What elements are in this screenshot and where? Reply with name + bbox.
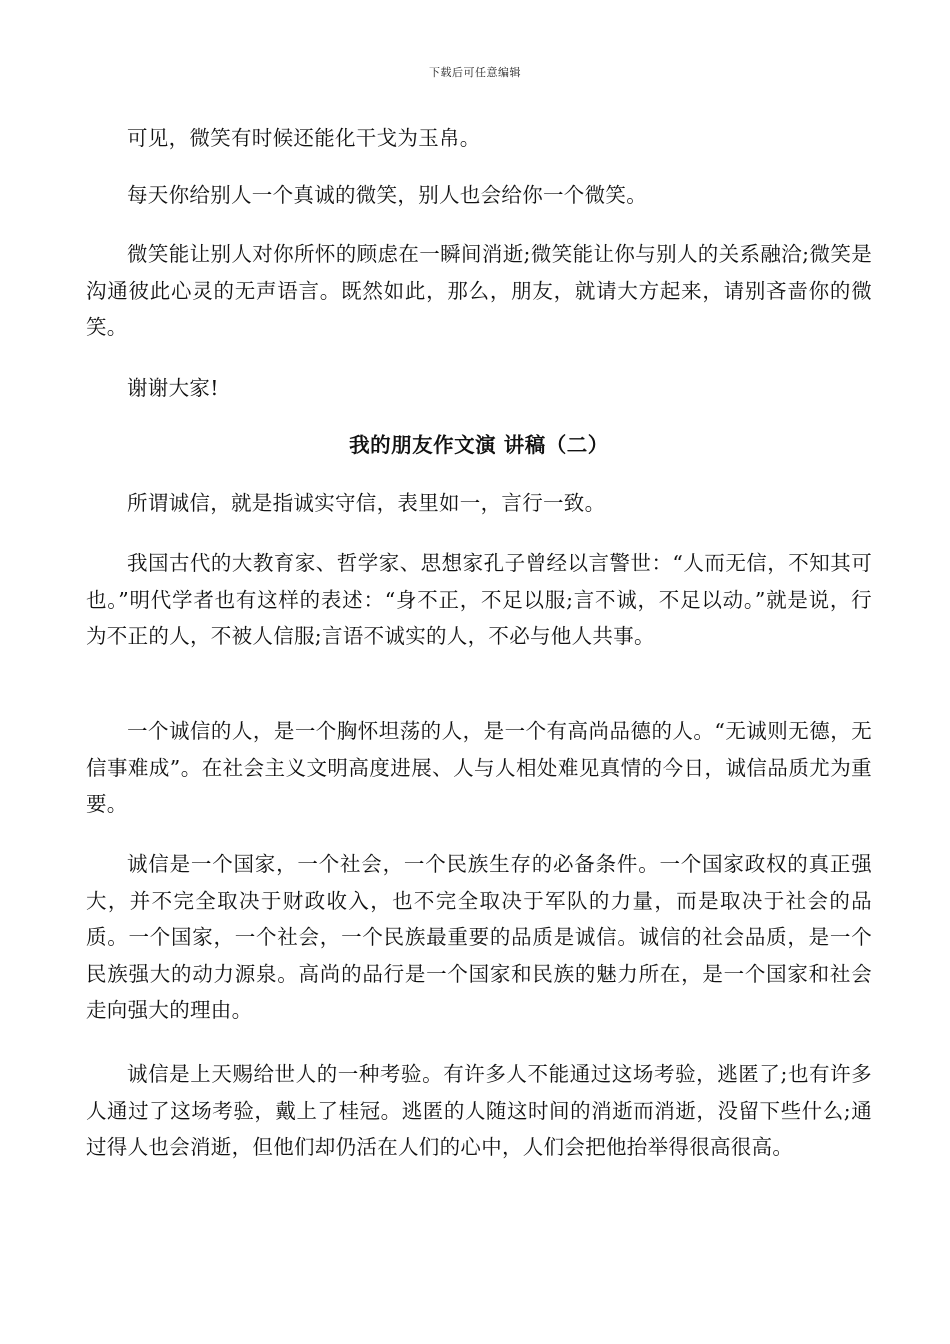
paragraph-2: 每天你给别人一个真诚的微笑，别人也会给你一个微笑。 bbox=[127, 183, 647, 207]
paragraph-6: 我国古代的大教育家、哲学家、思想家孔子曾经以言警世：“人而无信，不知其可也。”明代学者也有这样的表述：“身不正，不足以服;言不诚，不足以动。”就是说，行为不正的人，不被人信服;言语不诚实的人，不必与他人共事。 bbox=[86, 551, 872, 648]
section-title: 我的朋友作文演 讲稿（二） bbox=[349, 433, 609, 457]
page-header-note: 下载后可任意编辑 bbox=[429, 66, 521, 79]
paragraph-9: 诚信是上天赐给世人的一种考验。有许多人不能通过这场考验，逃匿了;也有许多人通过了这场考验，戴上了桂冠。逃匿的人随这时间的消逝而消逝，没留下些什么;通过得人也会消逝，但他们却仍活在人们的心中，人们会把他抬举得很高很高。 bbox=[86, 1062, 872, 1159]
paragraph-4: 谢谢大家! bbox=[127, 376, 219, 400]
paragraph-8: 诚信是一个国家，一个社会，一个民族生存的必备条件。一个国家政权的真正强大，并不完全取决于财政收入，也不完全取决于军队的力量，而是取决于社会的品质。一个国家，一个社会，一个民族最重要的品质是诚信。诚信的社会品质，是一个民族强大的动力源泉。高尚的品行是一个国家和民族的魅力所在，是一个国家和社会走向强大的理由。 bbox=[86, 852, 872, 1022]
paragraph-7: 一个诚信的人，是一个胸怀坦荡的人，是一个有高尚品德的人。“无诚则无德，无信事难成”。在社会主义文明高度进展、人与人相处难见真情的今日，诚信品质尤为重要。 bbox=[86, 719, 872, 816]
paragraph-1: 可见，微笑有时候还能化干戈为玉帛。 bbox=[127, 126, 481, 150]
paragraph-5: 所谓诚信，就是指诚实守信，表里如一，言行一致。 bbox=[127, 491, 606, 515]
paragraph-3: 微笑能让别人对你所怀的顾虑在一瞬间消逝;微笑能让你与别人的关系融洽;微笑是沟通彼此心灵的无声语言。既然如此，那么，朋友，就请大方起来，请别吝啬你的微笑。 bbox=[86, 242, 872, 339]
